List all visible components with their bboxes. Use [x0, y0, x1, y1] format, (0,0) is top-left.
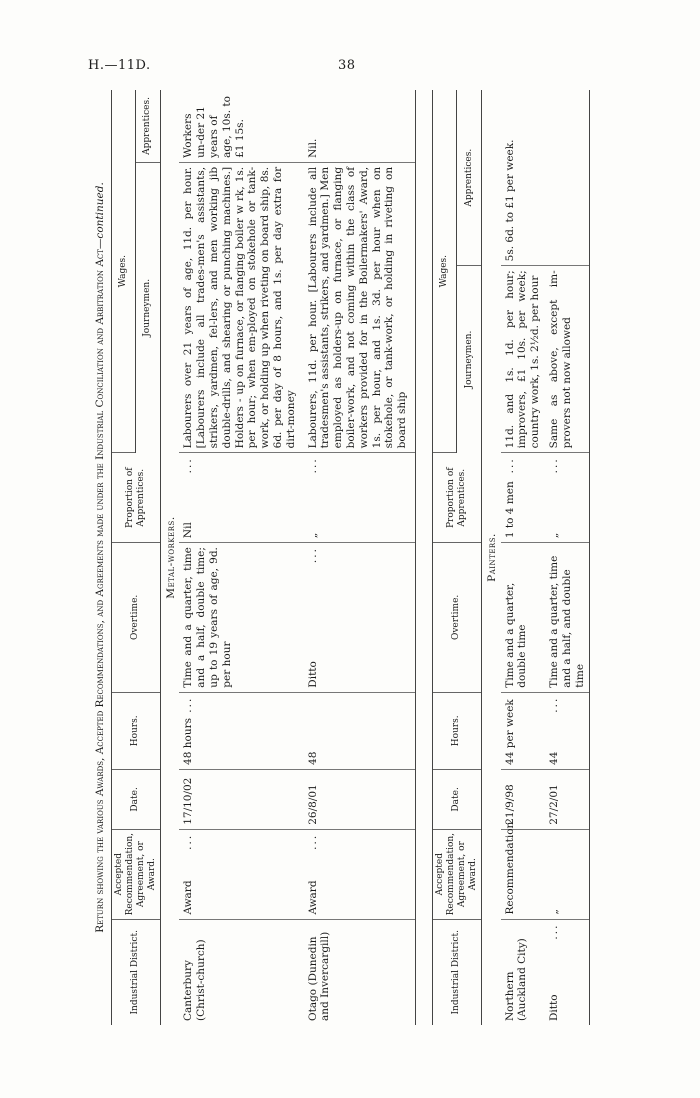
col-date: Date. [111, 769, 160, 829]
section-title: Painters. [485, 533, 498, 582]
cell-proportion: 1 to 4 men ... [501, 453, 545, 543]
cell-apprentices: 5s. 6d. to £1 per week. [501, 90, 545, 266]
cell-proportion: Nil ... [179, 453, 303, 543]
cell-proportion: „ ... [304, 453, 416, 543]
page-number: 38 [338, 58, 356, 73]
col-hours: Hours. [111, 692, 160, 769]
cell-overtime: Time and a quarter, time and a half, double time; up to 19 years of age, 9d. per hour [179, 543, 303, 693]
section-title: Metal-workers. [164, 516, 177, 599]
cell-award-type: Award ... [304, 829, 416, 919]
cell-journeymen: Labourers, 11d. per hour. [Labourers include all tradesmen's assistants, strikers, and yardmen.] Men employed as holders-up on furnace, or flanging boiler-work, and not coming within the class of workers provided for in the Boilermakers' Award, 1s. per hour, and 1s. 3d. per hour when on stokehole, or tank-work, or holding in riveting on board ship [304, 162, 416, 452]
cell-award-type: „ [545, 829, 590, 919]
cell-overtime: Time and a quarter, time and a half, and double time [545, 543, 590, 693]
col-award-type: Accepted Recommendation, Agreement, or Award. [111, 829, 160, 919]
col-proportion: Proportion of Apprentices. [433, 453, 482, 543]
cell-apprentices [545, 90, 590, 266]
cell-journeymen: Labourers over 21 years of age, 11d. per hour. [Labourers include all trades-men's assistants, strikers, yardmen, fel-lers, and men working jib double-drills, and shearing or punching machines.] Holders - up on furnace, or flanging boiler w rk, 1s. per hour; when em-ployed on stokehole or tank-work, or holding up when riveting on board ship, 8s. 6d. per day of 8 hours, and 1s. per day extra for dirt-money [179, 162, 303, 452]
cell-district: Ditto ... [545, 919, 590, 1025]
col-district: Industrial District. [111, 919, 160, 1025]
col-journeymen: Journeymen. [136, 162, 160, 452]
cell-overtime: Ditto ... [304, 543, 416, 693]
table-row [501, 90, 545, 1025]
page-title [94, 90, 107, 1025]
col-apprentices: Apprentices. [136, 90, 160, 162]
cell-district: Canterbury (Christ-church) [182, 939, 208, 1021]
cell-journeymen: 11d. and 1s. 1d. per hour; improvers, £1 10s. per week; country work, 1s. 2½d. per hour [501, 266, 545, 453]
col-award-type: Accepted Recommendation, Agreement, or Award. [433, 829, 482, 919]
cell-date: 21/9/98 [501, 769, 545, 829]
col-hours: Hours. [433, 692, 482, 769]
cell-hours: 48 hours ... [179, 692, 303, 769]
cell-journeymen: Same as above, except im-provers not now allowed [545, 266, 590, 453]
col-proportion: Proportion of Apprentices. [111, 453, 160, 543]
cell-date: 26/8/01 [304, 769, 416, 829]
table-row [545, 90, 590, 1025]
col-wages: Wages. [111, 90, 135, 453]
cell-award-type: Recommendation [501, 829, 545, 919]
cell-district: Otago (Dunedin and Invercargill) [304, 919, 416, 1025]
col-journeymen: Journeymen. [457, 266, 481, 453]
col-wages: Wages. [433, 90, 457, 453]
cell-overtime: Time and a quarter, double time [501, 543, 545, 693]
table-row [179, 90, 303, 1025]
painters-table [432, 90, 590, 1025]
cell-hours: 48 [304, 692, 416, 769]
cell-apprentices: Nil. [304, 90, 416, 162]
page-reference: H.—11D. [88, 58, 151, 73]
cell-district: Northern (Auckland City) [503, 938, 529, 1021]
metal-workers-table [111, 90, 416, 1025]
cell-apprentices: Workers un-der 21 years of age, 10s. to £1 15s. [179, 90, 303, 162]
cell-date: 27/2/01 [545, 769, 590, 829]
col-date: Date. [433, 769, 482, 829]
cell-date: 17/10/02 [179, 769, 303, 829]
col-district: Industrial District. [433, 919, 482, 1025]
table-row [304, 90, 416, 1025]
col-overtime: Overtime. [111, 543, 160, 693]
cell-hours: 44 per week [501, 692, 545, 769]
title-continued: continued. [94, 182, 106, 239]
col-apprentices: Apprentices. [457, 90, 481, 266]
cell-award-type: Award ... [179, 829, 303, 919]
cell-hours: 44 ... [545, 692, 590, 769]
rotated-page-content [92, 90, 700, 1025]
title-lead: Return showing the various Awards, Accepted Recommendations, and Agreements made under the Industrial Conciliation and Arbitration Act— [94, 238, 106, 933]
col-overtime: Overtime. [433, 543, 482, 693]
cell-proportion: „ ... [545, 453, 590, 543]
